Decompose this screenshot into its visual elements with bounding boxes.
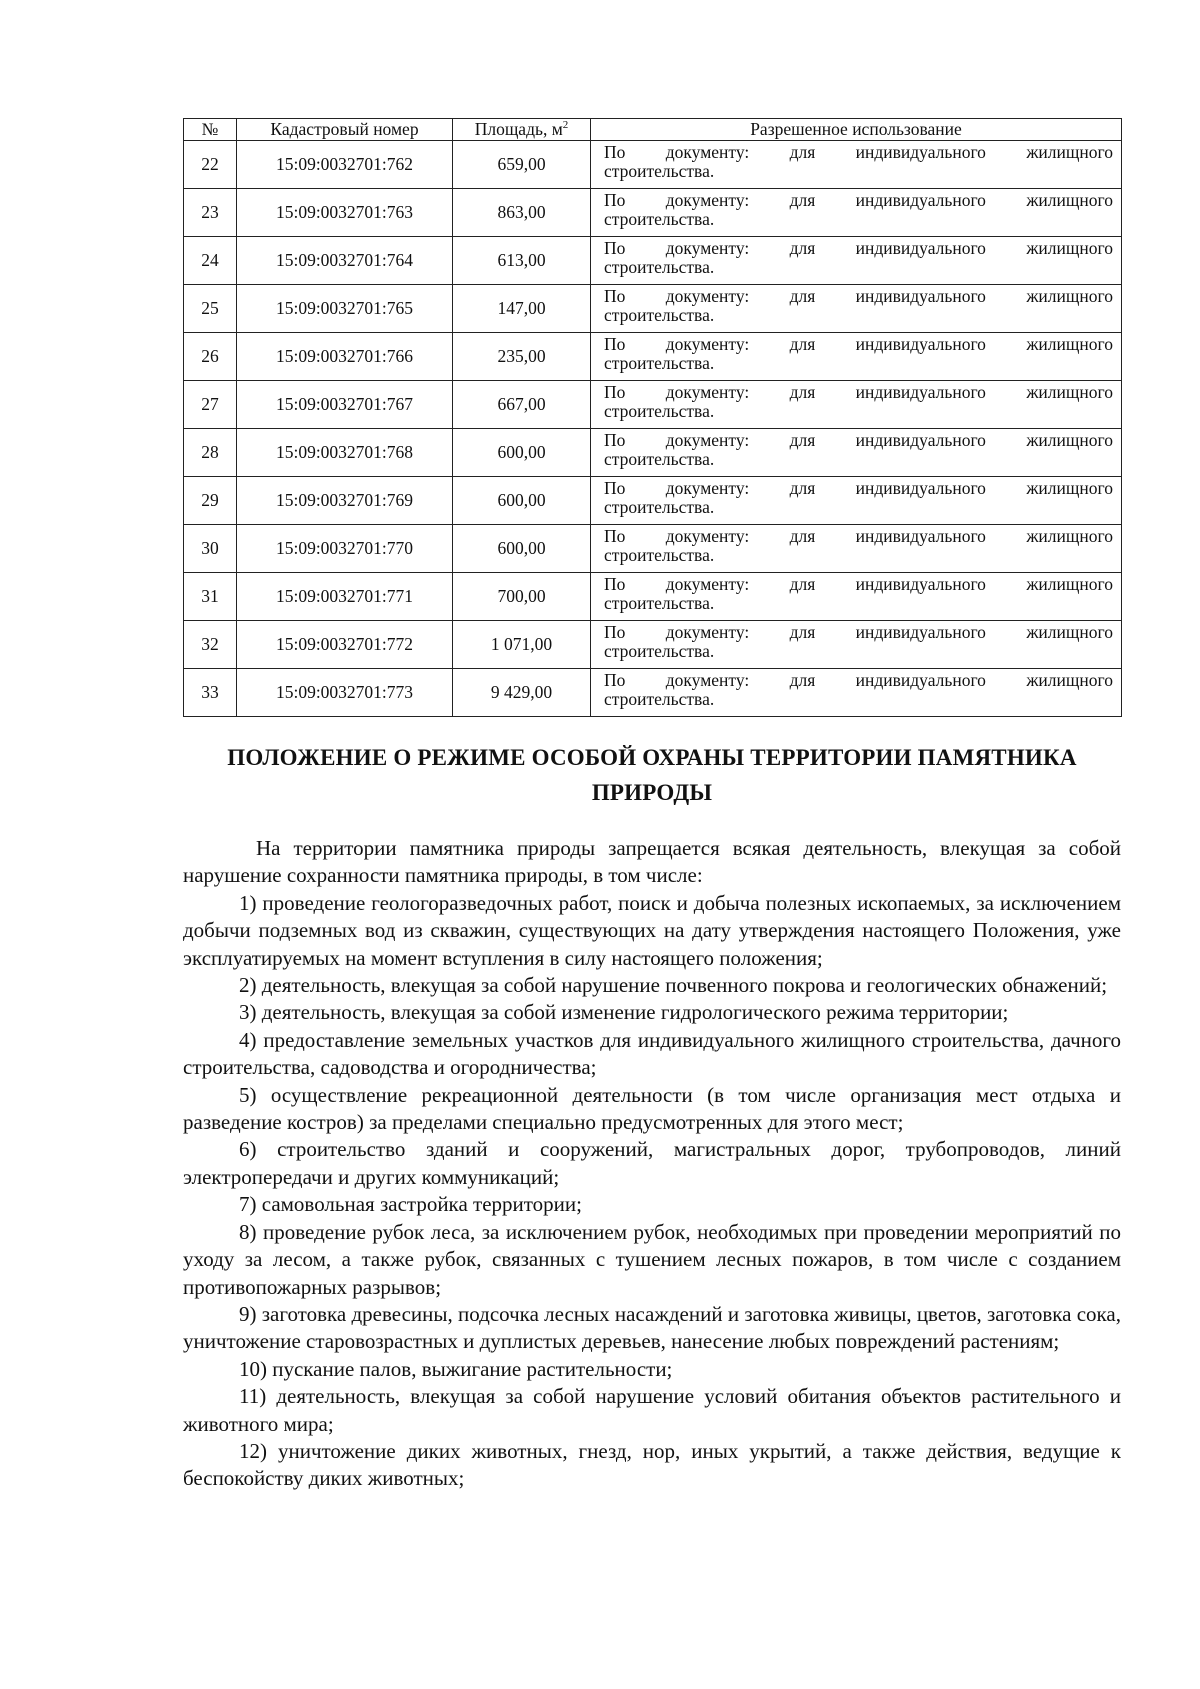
table-row — [184, 285, 1122, 333]
regulation-text — [183, 835, 1121, 1493]
permitted-use-line2: строительства. — [604, 545, 715, 565]
cadastral-number: 15:09:0032701:762 — [237, 141, 453, 189]
permitted-use-word: По — [604, 478, 626, 498]
area-value: 600,00 — [453, 477, 591, 525]
table-row — [184, 621, 1122, 669]
permitted-use-word: для — [789, 526, 816, 546]
permitted-use-word: индивидуального — [855, 190, 986, 210]
area-value: 667,00 — [453, 381, 591, 429]
parcels-table — [183, 118, 1122, 717]
permitted-use-word: По — [604, 430, 626, 450]
permitted-use-word: По — [604, 382, 626, 402]
area-value: 700,00 — [453, 573, 591, 621]
permitted-use-word: для — [789, 238, 816, 258]
permitted-use-word: жилищного — [1026, 334, 1113, 354]
table-row — [184, 669, 1122, 717]
row-number: 29 — [184, 477, 237, 525]
permitted-use-word: документу: — [665, 622, 750, 642]
permitted-use-word: документу: — [665, 670, 750, 690]
area-value: 1 071,00 — [453, 621, 591, 669]
permitted-use-word: По — [604, 142, 626, 162]
header-use: Разрешенное использование — [591, 119, 1122, 141]
prohibitions-list — [183, 890, 1121, 1493]
row-number: 28 — [184, 429, 237, 477]
permitted-use-word: По — [604, 286, 626, 306]
table-body — [184, 141, 1122, 717]
table-row — [184, 525, 1122, 573]
row-number: 31 — [184, 573, 237, 621]
permitted-use-word: индивидуального — [855, 142, 986, 162]
permitted-use-word: для — [789, 334, 816, 354]
area-value: 9 429,00 — [453, 669, 591, 717]
permitted-use-word: жилищного — [1026, 142, 1113, 162]
permitted-use-word: документу: — [665, 430, 750, 450]
permitted-use-line2: строительства. — [604, 449, 715, 469]
prohibition-item: 12) уничтожение диких животных, гнезд, нор, иных укрытий, а также действия, ведущие к беспокойству диких животных; — [183, 1438, 1121, 1491]
cadastral-number: 15:09:0032701:770 — [237, 525, 453, 573]
permitted-use-word: документу: — [665, 574, 750, 594]
prohibition-item: 8) проведение рубок леса, за исключением рубок, необходимых при проведении мероприятий по уходу за лесом, а также рубок, связанных с тушением лесных пожаров, в том числе с созданием противопожарных разрывов; — [183, 1219, 1121, 1299]
permitted-use-word: документу: — [665, 190, 750, 210]
permitted-use — [591, 285, 1122, 333]
permitted-use — [591, 189, 1122, 237]
table-header-row — [184, 119, 1122, 141]
section-title-line1: ПОЛОЖЕНИЕ О РЕЖИМЕ ОСОБОЙ ОХРАНЫ ТЕРРИТОРИИ ПАМЯТНИКА — [227, 745, 1077, 770]
prohibition-item: 7) самовольная застройка территории; — [239, 1192, 582, 1217]
prohibition-item: 3) деятельность, влекущая за собой изменение гидрологического режима территории; — [239, 1000, 1009, 1025]
permitted-use-line1 — [604, 141, 1113, 162]
permitted-use-line1 — [604, 525, 1113, 546]
permitted-use-line2: строительства. — [604, 257, 715, 277]
table-row — [184, 477, 1122, 525]
permitted-use-line2: строительства. — [604, 401, 715, 421]
row-number: 23 — [184, 189, 237, 237]
permitted-use-line1 — [604, 189, 1113, 210]
prohibition-item: 4) предоставление земельных участков для индивидуального жилищного строительства, дачного строительства, садоводства и огородничества; — [183, 1027, 1121, 1080]
permitted-use-line2: строительства. — [604, 641, 715, 661]
cadastral-number: 15:09:0032701:763 — [237, 189, 453, 237]
permitted-use-word: документу: — [665, 382, 750, 402]
permitted-use-word: жилищного — [1026, 430, 1113, 450]
cadastral-number: 15:09:0032701:769 — [237, 477, 453, 525]
permitted-use-line1 — [604, 429, 1113, 450]
permitted-use-word: индивидуального — [855, 526, 986, 546]
table-row — [184, 573, 1122, 621]
permitted-use-word: По — [604, 238, 626, 258]
area-value: 235,00 — [453, 333, 591, 381]
permitted-use-word: для — [789, 382, 816, 402]
row-number: 32 — [184, 621, 237, 669]
cadastral-number: 15:09:0032701:773 — [237, 669, 453, 717]
permitted-use — [591, 525, 1122, 573]
permitted-use-word: для — [789, 286, 816, 306]
section-title — [183, 740, 1121, 810]
area-value: 600,00 — [453, 525, 591, 573]
permitted-use-word: документу: — [665, 334, 750, 354]
permitted-use — [591, 621, 1122, 669]
permitted-use — [591, 573, 1122, 621]
area-value: 613,00 — [453, 237, 591, 285]
row-number: 26 — [184, 333, 237, 381]
permitted-use-line2: строительства. — [604, 209, 715, 229]
permitted-use-word: индивидуального — [855, 382, 986, 402]
permitted-use — [591, 237, 1122, 285]
permitted-use-word: документу: — [665, 478, 750, 498]
area-value: 600,00 — [453, 429, 591, 477]
permitted-use-word: документу: — [665, 238, 750, 258]
permitted-use-word: для — [789, 478, 816, 498]
permitted-use-line2: строительства. — [604, 497, 715, 517]
cadastral-number: 15:09:0032701:772 — [237, 621, 453, 669]
permitted-use-word: для — [789, 574, 816, 594]
permitted-use-word: жилищного — [1026, 622, 1113, 642]
permitted-use-word: индивидуального — [855, 478, 986, 498]
permitted-use-word: для — [789, 190, 816, 210]
permitted-use-line1 — [604, 237, 1113, 258]
row-number: 33 — [184, 669, 237, 717]
prohibition-item: 2) деятельность, влекущая за собой нарушение почвенного покрова и геологических обнажений; — [239, 973, 1108, 998]
permitted-use-line1 — [604, 477, 1113, 498]
table-row — [184, 333, 1122, 381]
header-area: Площадь, $м^2$ — [453, 119, 591, 141]
area-value: 659,00 — [453, 141, 591, 189]
permitted-use-line1 — [604, 621, 1113, 642]
permitted-use-line1 — [604, 669, 1113, 690]
cadastral-number: 15:09:0032701:771 — [237, 573, 453, 621]
permitted-use-line1 — [604, 285, 1113, 306]
permitted-use-line1 — [604, 381, 1113, 402]
cadastral-number: 15:09:0032701:768 — [237, 429, 453, 477]
row-number: 30 — [184, 525, 237, 573]
permitted-use-line2: строительства. — [604, 353, 715, 373]
permitted-use-word: для — [789, 142, 816, 162]
row-number: 22 — [184, 141, 237, 189]
permitted-use-word: жилищного — [1026, 382, 1113, 402]
permitted-use-word: По — [604, 526, 626, 546]
intro-paragraph: На территории памятника природы запрещается всякая деятельность, влекущая за собой нарушение сохранности памятника природы, в том числе: — [183, 836, 1121, 888]
permitted-use — [591, 429, 1122, 477]
permitted-use-word: жилищного — [1026, 574, 1113, 594]
permitted-use-word: индивидуального — [855, 670, 986, 690]
permitted-use-word: индивидуального — [855, 286, 986, 306]
permitted-use-word: документу: — [665, 142, 750, 162]
prohibition-item: 10) пускание палов, выжигание растительности; — [239, 1356, 673, 1381]
permitted-use-line2: строительства. — [604, 689, 715, 709]
permitted-use-line2: строительства. — [604, 305, 715, 325]
permitted-use-word: жилищного — [1026, 190, 1113, 210]
permitted-use-word: По — [604, 622, 626, 642]
permitted-use — [591, 333, 1122, 381]
permitted-use-word: жилищного — [1026, 286, 1113, 306]
permitted-use-word: для — [789, 670, 816, 690]
table-row — [184, 381, 1122, 429]
permitted-use-word: индивидуального — [855, 430, 986, 450]
area-value: 863,00 — [453, 189, 591, 237]
row-number: 24 — [184, 237, 237, 285]
prohibition-item: 5) осуществление рекреационной деятельности (в том числе организация мест отдыха и разведение костров) за пределами специально предусмотренных для этого мест; — [183, 1082, 1121, 1135]
table-row — [184, 237, 1122, 285]
cadastral-number: 15:09:0032701:767 — [237, 381, 453, 429]
prohibition-item: 6) строительство зданий и сооружений, магистральных дорог, трубопроводов, линий электропередачи и других коммуникаций; — [183, 1137, 1121, 1189]
permitted-use-word: для — [789, 430, 816, 450]
permitted-use-word: жилищного — [1026, 526, 1113, 546]
cadastral-number: 15:09:0032701:766 — [237, 333, 453, 381]
permitted-use-line2: строительства. — [604, 593, 715, 613]
permitted-use-line1 — [604, 333, 1113, 354]
cadastral-number: 15:09:0032701:765 — [237, 285, 453, 333]
permitted-use-word: жилищного — [1026, 238, 1113, 258]
permitted-use — [591, 381, 1122, 429]
prohibition-item: 11) деятельность, влекущая за собой нарушение условий обитания объектов растительного и животного мира; — [183, 1384, 1121, 1436]
permitted-use-word: По — [604, 334, 626, 354]
permitted-use-word: индивидуального — [855, 334, 986, 354]
permitted-use-word: По — [604, 190, 626, 210]
permitted-use-word: индивидуального — [855, 574, 986, 594]
table-row — [184, 429, 1122, 477]
table-row — [184, 189, 1122, 237]
header-num: № — [184, 119, 237, 141]
permitted-use-word: жилищного — [1026, 670, 1113, 690]
prohibition-item: 1) проведение геологоразведочных работ, поиск и добыча полезных ископаемых, за исключением добычи подземных вод из скважин, существующих на дату утверждения настоящего Положения, уже эксплуатируемых на момент вступления в силу настоящего положения; — [183, 890, 1121, 970]
permitted-use-line1 — [604, 573, 1113, 594]
permitted-use-word: По — [604, 574, 626, 594]
section-title-line2: ПРИРОДЫ — [591, 780, 713, 805]
permitted-use-word: По — [604, 670, 626, 690]
permitted-use-word: индивидуального — [855, 622, 986, 642]
permitted-use-line2: строительства. — [604, 161, 715, 181]
permitted-use-word: документу: — [665, 286, 750, 306]
row-number: 25 — [184, 285, 237, 333]
area-value: 147,00 — [453, 285, 591, 333]
permitted-use-word: жилищного — [1026, 478, 1113, 498]
permitted-use-word: для — [789, 622, 816, 642]
permitted-use — [591, 477, 1122, 525]
permitted-use — [591, 669, 1122, 717]
row-number: 27 — [184, 381, 237, 429]
permitted-use — [591, 141, 1122, 189]
table-row — [184, 141, 1122, 189]
prohibition-item: 9) заготовка древесины, подсочка лесных насаждений и заготовка живицы, цветов, заготовка сока, уничтожение старовозрастных и дуплистых деревьев, нанесение любых повреждений растениям; — [183, 1301, 1121, 1354]
cadastral-number: 15:09:0032701:764 — [237, 237, 453, 285]
permitted-use-word: индивидуального — [855, 238, 986, 258]
header-cadastral: Кадастровый номер — [237, 119, 453, 141]
permitted-use-word: документу: — [665, 526, 750, 546]
